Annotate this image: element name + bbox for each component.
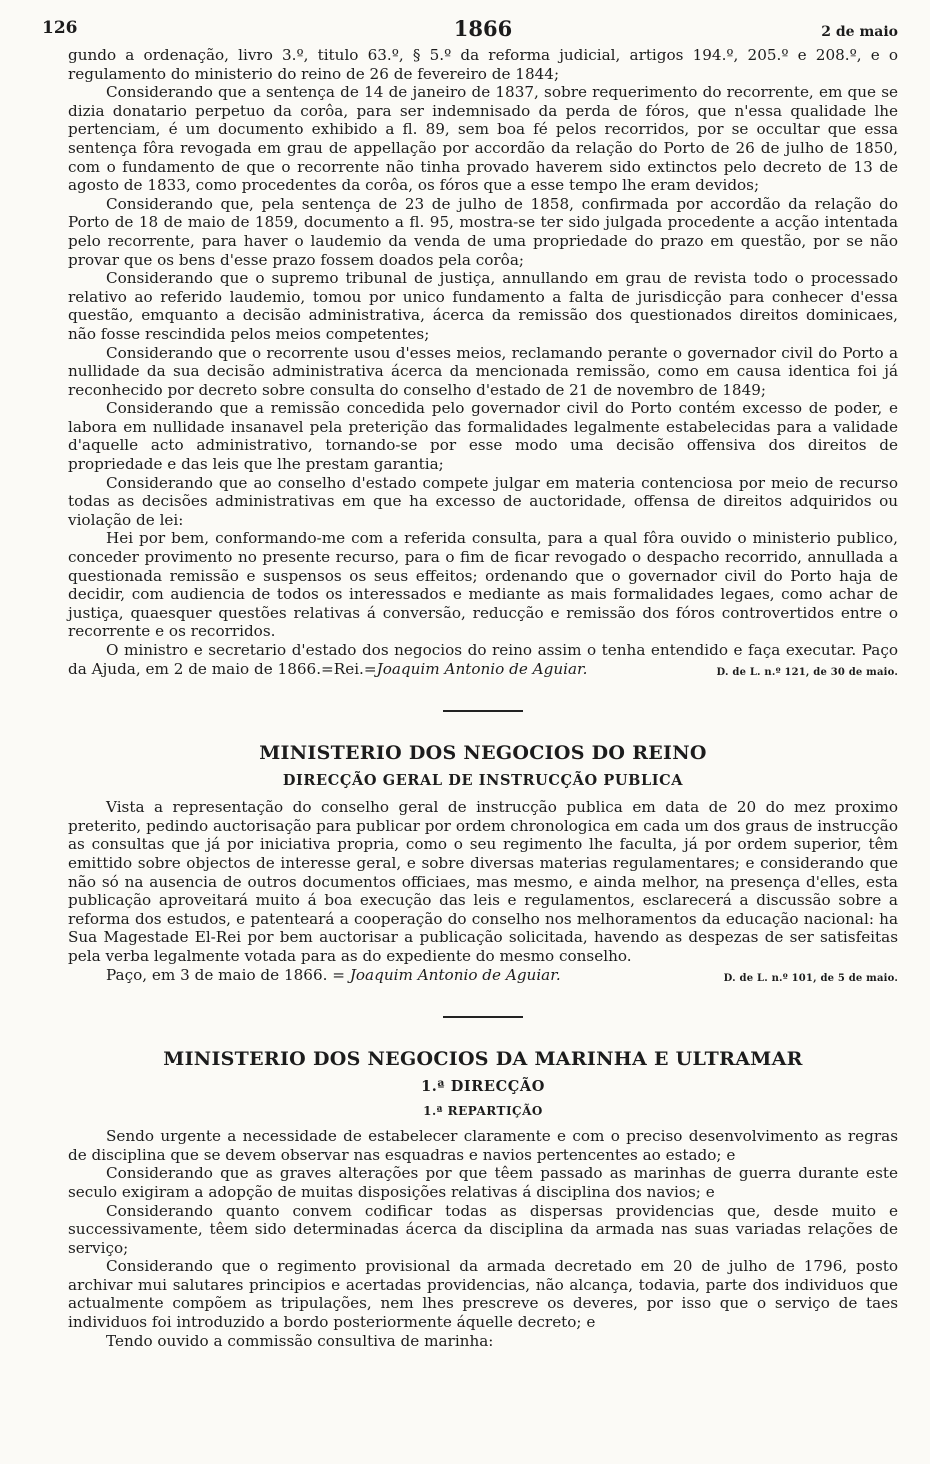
page-number: 126 bbox=[42, 18, 78, 38]
paragraph: Considerando que as graves alterações por que têem passado as marinhas de guerra durante este seculo exigiram a adopção de muitas disposições relativas á disciplina dos navios; e bbox=[68, 1164, 898, 1201]
document-page bbox=[42, 16, 898, 1350]
section-divider bbox=[443, 710, 523, 712]
header-date: 2 de maio bbox=[821, 24, 898, 40]
ministry-heading: MINISTERIO DOS NEGOCIOS DA MARINHA E ULTRAMAR bbox=[163, 1048, 803, 1071]
signature-prefix: =Rei.= bbox=[321, 659, 377, 678]
direction-heading: 1.ª DIRECÇÃO bbox=[421, 1078, 545, 1096]
decree-section-1 bbox=[68, 46, 898, 682]
paragraph: Considerando que ao conselho d'estado compete julgar em materia contenciosa por meio de recurso todas as decisões administrativas em que ha excesso de auctoridade, offensa de direitos adquiridos ou violação de lei: bbox=[68, 473, 898, 529]
closing-paragraph bbox=[68, 641, 898, 682]
section-divider bbox=[443, 1016, 523, 1018]
repartition-heading: 1.ª REPARTIÇÃO bbox=[423, 1104, 543, 1119]
paragraph: Hei por bem, conformando-me com a referida consulta, para a qual fôra ouvido o ministerio publico, conceder provimento no presente recurso, para o fim de ficar revogado o despacho recorrido, annullada a questionada remissão e suspensos os seus effeitos; ordenando que o governador civil do Porto haja de decidir, com audiencia de todos os interessados e mediante as mais formalidades legaes, como achar de justiça, quaesquer questões relativas á conversão, reducção e remissão dos fóros controvertidos entre o recorrente e os recorridos. bbox=[68, 529, 898, 641]
paragraph: Considerando que o supremo tribunal de justiça, annullando em grau de revista todo o processado relativo ao referido laudemio, tomou por unico fundamento a falta de jurisdicção para conhecer d'essa questão, emquanto a decisão administrativa, ácerca da remissão dos questionados direitos dominicaes, não fosse rescindida pelos meios competentes; bbox=[68, 269, 898, 343]
department-heading: DIRECÇÃO GERAL DE INSTRUCÇÃO PUBLICA bbox=[282, 772, 684, 790]
gazette-reference: D. de L. n.º 121, de 30 de maio. bbox=[716, 666, 898, 678]
closing-text: Paço, em 3 de maio de 1866. = bbox=[106, 965, 345, 984]
signature-author: Joaquim Antonio de Aguiar. bbox=[376, 659, 588, 678]
ministry-heading: MINISTERIO DOS NEGOCIOS DO REINO bbox=[259, 742, 707, 765]
decree-section-2 bbox=[68, 742, 898, 988]
paragraph: Vista a representação do conselho geral de instrucção publica em data de 20 do mez proximo preterito, pedindo auctorisação para publicar por ordem chronologica em cada um dos graus de instrucção as consultas que já por iniciativa propria, como o seu regimento lhe faculta, já por ordem superior, têm emittido sobre objectos de interesse geral, e sobre diversas materias regulamentares; e considerando que não só na ausencia de outros documentos officiaes, mas mesmo, e ainda melhor, na presença d'elles, esta publicação aproveitará muito á boa execução das leis e regulamentos, esclarecerá a discussão sobre a reforma dos estudos, e patenteará a cooperação do conselho nos melhoramentos da educação nacional: ha Sua Magestade El-Rei por bem auctorisar a publicação solicitada, havendo as despezas de ser satisfeitas pela verba legalmente votada para as do expediente do mesmo conselho. bbox=[68, 798, 898, 965]
paragraph: Tendo ouvido a commissão consultiva de marinha: bbox=[106, 1331, 494, 1350]
closing-paragraph bbox=[68, 966, 898, 989]
page-header bbox=[42, 16, 898, 46]
gazette-reference: D. de L. n.º 101, de 5 de maio. bbox=[723, 972, 898, 984]
decree-section-3 bbox=[68, 1048, 898, 1350]
paragraph: Considerando quanto convem codificar todas as dispersas providencias que, desde muito e successivamente, têem sido determinadas ácerca da disciplina da armada nas suas variadas relações de serviço; bbox=[68, 1201, 898, 1257]
signature-author: Joaquim Antonio de Aguiar. bbox=[349, 965, 561, 984]
header-year: 1866 bbox=[453, 16, 513, 41]
paragraph: Considerando que, pela sentença de 23 de julho de 1858, confirmada por accordão da relação do Porto de 18 de maio de 1859, documento a fl. 95, mostra-se ter sido julgada procedente a acção intentada pelo recorrente, para haver o laudemio da venda de uma propriedade do prazo em questão, por se não provar que os bens d'esse prazo fossem doados pela corôa; bbox=[68, 194, 898, 269]
paragraph: Considerando que a sentença de 14 de janeiro de 1837, sobre requerimento do recorrente, em que se dizia donatario perpetuo da corôa, para ser indemnisado da perda de fóros, que n'essa qualidade lhe pertenciam, é um documento exhibido a fl. 89, sem boa fé pelos recorridos, por se occultar que essa sentença fôra revogada em grau de appellação por accordão da relação do Porto de 26 de julho de 1850, com o fundamento de que o recorrente não tinha provado haverem sido extinctos pelo decreto de 13 de agosto de 1833, como procedentes da corôa, os fóros que a esse tempo lhe eram devidos; bbox=[68, 83, 898, 195]
paragraph: gundo a ordenação, livro 3.º, titulo 63.º, § 5.º da reforma judicial, artigos 194.º, 205.º e 208.º, e o regulamento do ministerio do reino de 26 de fevereiro de 1844; bbox=[68, 46, 898, 83]
paragraph: Considerando que a remissão concedida pelo governador civil do Porto contém excesso de poder, e labora em nullidade insanavel pela preterição das formalidades legalmente estabelecidas para a validade d'aquelle acto administrativo, tornando-se por esse modo uma decisão offensiva dos direitos de propriedade e das leis que lhe prestam garantia; bbox=[68, 399, 898, 474]
paragraph: Sendo urgente a necessidade de estabelecer claramente e com o preciso desenvolvimento as regras de disciplina que se devem observar nas esquadras e navios pertencentes ao estado; e bbox=[68, 1127, 898, 1164]
closing-text: O ministro e secretario d'estado dos negocios do reino assim o tenha entendido e faça executar. Paço da Ajuda, em 2 de maio de 1866. bbox=[68, 641, 898, 678]
paragraph: Considerando que o regimento provisional da armada decretado em 20 de julho de 1796, posto archivar mui salutares principios e acertadas providencias, não alcança, todavia, parte dos individuos que actualmente compõem as tripulações, nem lhes prescreve os deveres, por isso que o serviço de taes individuos foi introduzido a bordo posteriormente áquelle decreto; e bbox=[68, 1257, 898, 1332]
paragraph: Considerando que o recorrente usou d'esses meios, reclamando perante o governador civil do Porto a nullidade da sua decisão administrativa ácerca da mencionada remissão, como em causa identica foi já reconhecido por decreto sobre consulta do conselho d'estado de 21 de novembro de 1849; bbox=[68, 343, 898, 399]
